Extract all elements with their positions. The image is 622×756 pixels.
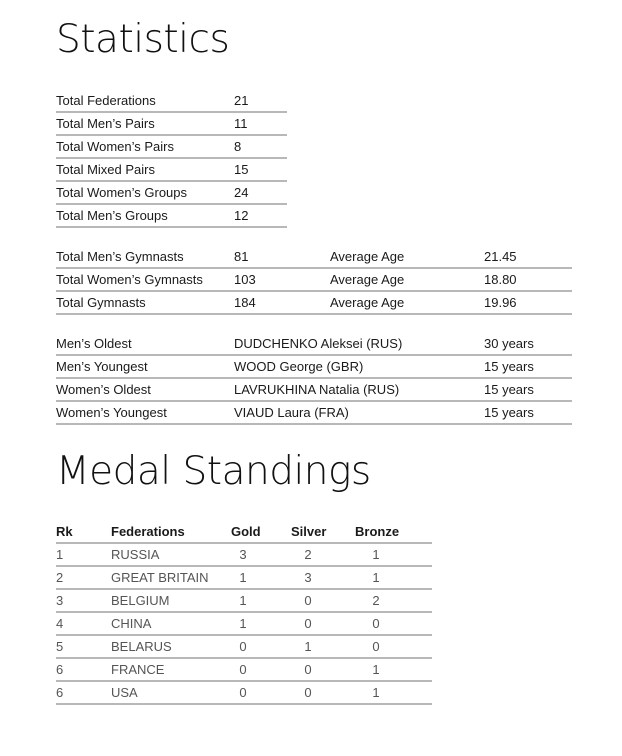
medal-row xyxy=(56,542,432,567)
medal-row xyxy=(56,611,432,636)
gymnasts-label: Total Gymnasts xyxy=(56,295,146,310)
medal-row xyxy=(56,680,432,705)
gymnast-name: DUDCHENKO Aleksei (RUS) xyxy=(234,336,403,351)
silver-count: 2 xyxy=(304,547,312,562)
totals-row xyxy=(56,180,287,205)
silver-count: 0 xyxy=(304,685,312,700)
totals-value: 15 xyxy=(234,162,249,177)
gymnast-age: 30 years xyxy=(484,336,534,351)
gold-count: 0 xyxy=(239,662,247,677)
totals-label: Total Men’s Pairs xyxy=(56,116,155,131)
ages-row xyxy=(56,354,572,379)
bronze-count: 0 xyxy=(372,616,380,631)
gold-count: 1 xyxy=(239,570,247,585)
federation: CHINA xyxy=(111,616,152,631)
medal-row xyxy=(56,634,432,659)
average-age-label: Average Age xyxy=(330,295,405,310)
totals-row xyxy=(56,203,287,228)
medal-standings-title: Medal Standings xyxy=(56,449,371,494)
bronze-count: 0 xyxy=(372,639,380,654)
silver-count: 3 xyxy=(304,570,312,585)
federation: FRANCE xyxy=(111,662,165,677)
gymnasts-row xyxy=(56,290,572,315)
rank: 6 xyxy=(56,662,64,677)
bronze-count: 2 xyxy=(372,593,380,608)
ages-row xyxy=(56,377,572,402)
average-age-value: 19.96 xyxy=(484,295,517,310)
totals-value: 12 xyxy=(234,208,249,223)
ages-row xyxy=(56,400,572,425)
totals-label: Total Women’s Pairs xyxy=(56,139,175,154)
gymnasts-value: 184 xyxy=(234,295,256,310)
medal-row xyxy=(56,565,432,590)
totals-label: Total Mixed Pairs xyxy=(56,162,155,177)
gymnasts-label: Total Men’s Gymnasts xyxy=(56,249,184,264)
ages-label: Men’s Oldest xyxy=(56,336,132,351)
statistics-title: Statistics xyxy=(56,17,230,62)
gymnasts-value: 103 xyxy=(234,272,256,287)
gymnast-age: 15 years xyxy=(484,382,534,397)
totals-label: Total Men’s Groups xyxy=(56,208,168,223)
rank: 4 xyxy=(56,616,64,631)
gold-count: 1 xyxy=(239,616,247,631)
federation: BELARUS xyxy=(111,639,172,654)
header-silver: Silver xyxy=(291,524,327,539)
rank: 6 xyxy=(56,685,64,700)
rank: 5 xyxy=(56,639,64,654)
bronze-count: 1 xyxy=(372,547,380,562)
gymnast-name: LAVRUKHINA Natalia (RUS) xyxy=(234,382,400,397)
gymnasts-value: 81 xyxy=(234,249,249,264)
bronze-count: 1 xyxy=(372,570,380,585)
average-age-label: Average Age xyxy=(330,249,405,264)
rank: 1 xyxy=(56,547,64,562)
gymnasts-row xyxy=(56,267,572,292)
bronze-count: 1 xyxy=(372,662,380,677)
average-age-value: 18.80 xyxy=(484,272,517,287)
header-gold: Gold xyxy=(231,524,261,539)
average-age-value: 21.45 xyxy=(484,249,517,264)
rank: 3 xyxy=(56,593,64,608)
federation: BELGIUM xyxy=(111,593,170,608)
header-rk: Rk xyxy=(56,524,73,539)
totals-row xyxy=(56,157,287,182)
gold-count: 0 xyxy=(239,639,247,654)
gymnast-age: 15 years xyxy=(484,359,534,374)
totals-value: 21 xyxy=(234,93,249,108)
ages-label: Women’s Oldest xyxy=(56,382,151,397)
bronze-count: 1 xyxy=(372,685,380,700)
totals-value: 11 xyxy=(234,116,248,131)
gold-count: 0 xyxy=(239,685,247,700)
medal-row xyxy=(56,657,432,682)
gymnasts-row xyxy=(56,244,572,269)
silver-count: 0 xyxy=(304,593,312,608)
silver-count: 1 xyxy=(304,639,312,654)
ages-label: Men’s Youngest xyxy=(56,359,148,374)
gymnasts-label: Total Women’s Gymnasts xyxy=(56,272,203,287)
totals-row xyxy=(56,134,287,159)
header-bronze: Bronze xyxy=(355,524,400,539)
gymnast-name: WOOD George (GBR) xyxy=(234,359,364,374)
federation: GREAT BRITAIN xyxy=(111,570,209,585)
totals-value: 8 xyxy=(234,139,242,154)
gymnast-age: 15 years xyxy=(484,405,534,420)
totals-row xyxy=(56,88,287,113)
federation: USA xyxy=(111,685,138,700)
ages-row xyxy=(56,331,572,356)
header-federations: Federations xyxy=(111,524,185,539)
gold-count: 1 xyxy=(239,593,247,608)
federation: RUSSIA xyxy=(111,547,160,562)
silver-count: 0 xyxy=(304,662,312,677)
totals-label: Total Women’s Groups xyxy=(56,185,188,200)
gymnast-name: VIAUD Laura (FRA) xyxy=(234,405,349,420)
gold-count: 3 xyxy=(239,547,247,562)
average-age-label: Average Age xyxy=(330,272,405,287)
rank: 2 xyxy=(56,570,64,585)
medal-row xyxy=(56,588,432,613)
medal-table-header xyxy=(56,519,432,544)
totals-row xyxy=(56,111,287,136)
totals-value: 24 xyxy=(234,185,249,200)
totals-label: Total Federations xyxy=(56,93,156,108)
ages-label: Women’s Youngest xyxy=(56,405,167,420)
silver-count: 0 xyxy=(304,616,312,631)
